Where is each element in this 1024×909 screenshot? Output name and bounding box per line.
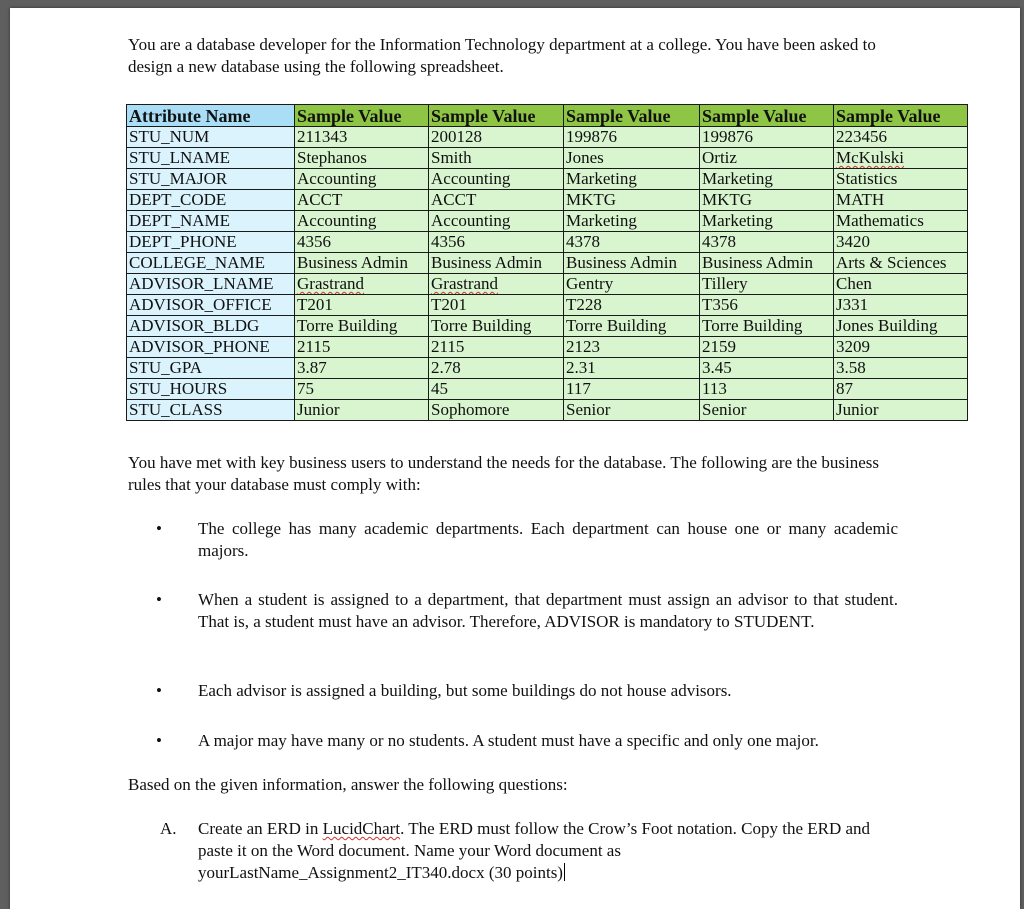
sample-value-cell [564,253,700,274]
cell-text: MATH [836,190,885,209]
cell-text: Accounting [431,169,511,188]
cell-text: Junior [297,400,340,419]
sample-value-cell [834,148,968,169]
sample-value-cell [564,211,700,232]
cell-text: Tillery [702,274,748,293]
cell-text: 3209 [836,337,870,356]
sample-value-cell [700,316,834,337]
cell-text: Arts & Sciences [836,253,947,272]
sample-value-cell [834,358,968,379]
table-row [127,127,968,148]
sample-value-cell [564,379,700,400]
header-sample-value: Sample Value [295,105,429,127]
cell-text: T228 [566,295,602,314]
cell-text: 4356 [431,232,465,251]
cell-text: DEPT_PHONE [129,232,237,251]
cell-text: J331 [836,295,869,314]
sample-value-cell [700,211,834,232]
cell-text: ACCT [431,190,477,209]
cell-text: 4356 [297,232,331,251]
attribute-name-cell [127,211,295,232]
table-row [127,232,968,253]
attribute-name-cell [127,295,295,316]
sample-value-cell [295,190,429,211]
question-text-part2: . The ERD must follow the Crow’s Foot notation. Copy the ERD and paste it on the Word document. Name your Word document as yourLastName_Assignment2_IT340.docx (30 points) [198,819,871,882]
sample-value-cell [429,379,564,400]
question-text-part1: Create an ERD in [198,819,323,838]
attribute-name-cell [127,358,295,379]
sample-value-cell [295,337,429,358]
rule-text: Each advisor is assigned a building, but some buildings do not house advisors. [198,681,732,700]
sample-value-cell [429,253,564,274]
sample-value-cell [834,316,968,337]
table-row [127,253,968,274]
cell-text: STU_HOURS [129,379,228,398]
sample-value-cell [564,295,700,316]
cell-text: 199876 [702,127,753,146]
sample-value-cell [834,211,968,232]
sample-value-cell [700,253,834,274]
cell-text: Business Admin [566,253,677,272]
cell-text: Junior [836,400,879,419]
cell-text: 117 [566,379,591,398]
sample-value-cell [700,358,834,379]
cell-text: STU_LNAME [129,148,231,167]
header-sample-value: Sample Value [429,105,564,127]
sample-value-cell [564,148,700,169]
table-row [127,337,968,358]
sample-value-cell [834,232,968,253]
sample-value-cell [564,337,700,358]
sample-value-cell [834,253,968,274]
header-attribute-name: Attribute Name [127,105,295,127]
cell-text: 211343 [297,127,348,146]
sample-value-cell [295,169,429,190]
cell-text: 3.58 [836,358,866,377]
cell-text: 3.87 [297,358,327,377]
header-sample-value: Sample Value [700,105,834,127]
cell-text: Accounting [431,211,511,230]
sample-value-cell [295,316,429,337]
table-row [127,358,968,379]
cell-text: Sophomore [431,400,510,419]
cell-text: Business Admin [297,253,408,272]
attribute-name-cell [127,190,295,211]
sample-value-cell [429,190,564,211]
sample-value-cell [834,169,968,190]
table-row [127,169,968,190]
sample-value-cell [700,337,834,358]
cell-text: Accounting [297,211,377,230]
cell-text: Marketing [566,211,637,230]
sample-value-cell [564,232,700,253]
sample-value-cell [700,148,834,169]
sample-value-cell [564,400,700,421]
question-text[interactable] [198,818,898,884]
sample-value-cell [295,253,429,274]
sample-value-cell [429,211,564,232]
cell-text: Senior [566,400,611,419]
sample-value-cell [429,400,564,421]
attribute-name-cell [127,274,295,295]
cell-text: Accounting [297,169,377,188]
cell-text: 2.78 [431,358,461,377]
cell-text: 199876 [566,127,617,146]
question-label: A. [160,819,177,838]
cell-text: Torre Building [702,316,803,335]
cell-text: 87 [836,379,853,398]
rule-text: The college has many academic departments. Each department can house one or many academic majors. [198,519,898,560]
cell-text: Business Admin [702,253,813,272]
sample-value-cell [834,190,968,211]
sample-value-cell [834,274,968,295]
cell-text: Ortiz [702,148,737,167]
cell-text: T201 [297,295,333,314]
cell-text: Torre Building [297,316,398,335]
sample-value-cell [429,232,564,253]
bullet-icon: • [156,731,162,750]
cell-text: STU_GPA [129,358,203,377]
cell-text: Jones [566,148,604,167]
cell-text: COLLEGE_NAME [129,253,265,272]
sample-value-cell [564,316,700,337]
sample-value-cell [295,274,429,295]
sample-value-cell [429,316,564,337]
sample-value-cell [295,379,429,400]
cell-text: Gentry [566,274,614,293]
cell-text: 223456 [836,127,887,146]
bullet-icon: • [156,519,162,538]
sample-value-cell [429,169,564,190]
bullet-icon: • [156,590,162,609]
document-page [10,8,1020,909]
cell-text: T201 [431,295,467,314]
cell-text: Jones Building [836,316,938,335]
sample-value-cell [564,358,700,379]
cell-text: Stephanos [297,148,367,167]
sample-value-cell [429,358,564,379]
cell-text: Torre Building [431,316,532,335]
cell-text: STU_NUM [129,127,210,146]
sample-value-cell [700,274,834,295]
cell-text: 4378 [566,232,600,251]
cell-text: ADVISOR_LNAME [129,274,274,293]
cell-text: 45 [431,379,448,398]
cell-text: 2.31 [566,358,596,377]
questions-intro: Based on the given information, answer the following questions: [128,775,568,794]
table-row [127,295,968,316]
cell-text: Grastrand [297,274,365,293]
cell-text: ADVISOR_OFFICE [129,295,272,314]
cell-text: ADVISOR_BLDG [129,316,260,335]
cell-text: ADVISOR_PHONE [129,337,270,356]
sample-value-cell [429,295,564,316]
cell-text: DEPT_NAME [129,211,231,230]
cell-text: 3.45 [702,358,732,377]
cell-text: ACCT [297,190,343,209]
table-row [127,379,968,400]
table-row [127,400,968,421]
attribute-name-cell [127,148,295,169]
cell-text: 2159 [702,337,736,356]
sample-value-cell [295,148,429,169]
sample-value-cell [700,379,834,400]
spreadsheet-table [126,104,968,421]
rule-text: When a student is assigned to a department, that department must assign an advisor to that student. That is, a student must have an advisor. Therefore, ADVISOR is mandatory to STUDENT. [198,590,898,631]
cell-text: Grastrand [431,274,499,293]
attribute-name-cell [127,400,295,421]
cell-text: MKTG [702,190,753,209]
sample-value-cell [564,127,700,148]
cell-text: MKTG [566,190,617,209]
sample-value-cell [700,400,834,421]
cell-text: Torre Building [566,316,667,335]
cell-text: 113 [702,379,727,398]
header-sample-value: Sample Value [564,105,700,127]
cell-text: Marketing [702,211,773,230]
header-sample-value: Sample Value [834,105,968,127]
business-rules-intro: You have met with key business users to understand the needs for the database. The following are the business rules that your database must comply with: [128,453,879,494]
cell-text: 75 [297,379,314,398]
cell-text: DEPT_CODE [129,190,227,209]
cell-text: Business Admin [431,253,542,272]
cell-text: Marketing [566,169,637,188]
cell-text: T356 [702,295,738,314]
sample-value-cell [295,127,429,148]
table-row [127,211,968,232]
rule-text: A major may have many or no students. A student must have a specific and only one major. [198,731,819,750]
sample-value-cell [564,169,700,190]
cell-text: 2115 [297,337,331,356]
sample-value-cell [295,295,429,316]
sample-value-cell [834,127,968,148]
sample-value-cell [834,337,968,358]
table-row [127,274,968,295]
sample-value-cell [700,232,834,253]
sample-value-cell [295,358,429,379]
attribute-name-cell [127,316,295,337]
sample-value-cell [834,295,968,316]
cell-text: Mathematics [836,211,924,230]
cell-text: Smith [431,148,472,167]
sample-value-cell [429,127,564,148]
sample-value-cell [700,295,834,316]
cell-text: 3420 [836,232,870,251]
table-row [127,148,968,169]
cell-text: Senior [702,400,747,419]
cell-text: Chen [836,274,872,293]
header-row [127,105,968,127]
cell-text: Statistics [836,169,898,188]
sample-value-cell [834,379,968,400]
sample-value-cell [564,190,700,211]
sample-value-cell [429,337,564,358]
spreadsheet-body [127,105,968,421]
table-row [127,316,968,337]
cell-text: Marketing [702,169,773,188]
cell-text: McKulski [836,148,904,167]
bullet-icon: • [156,681,162,700]
attribute-name-cell [127,169,295,190]
sample-value-cell [564,274,700,295]
sample-value-cell [295,400,429,421]
table-row [127,190,968,211]
sample-value-cell [700,169,834,190]
attribute-name-cell [127,232,295,253]
cell-text: STU_MAJOR [129,169,228,188]
sample-value-cell [429,148,564,169]
lucidchart-misspelled-word[interactable]: LucidChart [322,819,401,838]
sample-value-cell [700,190,834,211]
sample-value-cell [295,211,429,232]
cell-text: 4378 [702,232,736,251]
cell-text: 200128 [431,127,482,146]
sample-value-cell [295,232,429,253]
cell-text: STU_CLASS [129,400,223,419]
sample-value-cell [429,274,564,295]
attribute-name-cell [127,379,295,400]
text-cursor [564,863,565,881]
sample-value-cell [700,127,834,148]
cell-text: 2123 [566,337,600,356]
sample-value-cell [834,400,968,421]
cell-text: 2115 [431,337,465,356]
attribute-name-cell [127,127,295,148]
intro-paragraph: You are a database developer for the Information Technology department at a college. You have been asked to design a new database using the following spreadsheet. [128,35,876,76]
attribute-name-cell [127,253,295,274]
attribute-name-cell [127,337,295,358]
